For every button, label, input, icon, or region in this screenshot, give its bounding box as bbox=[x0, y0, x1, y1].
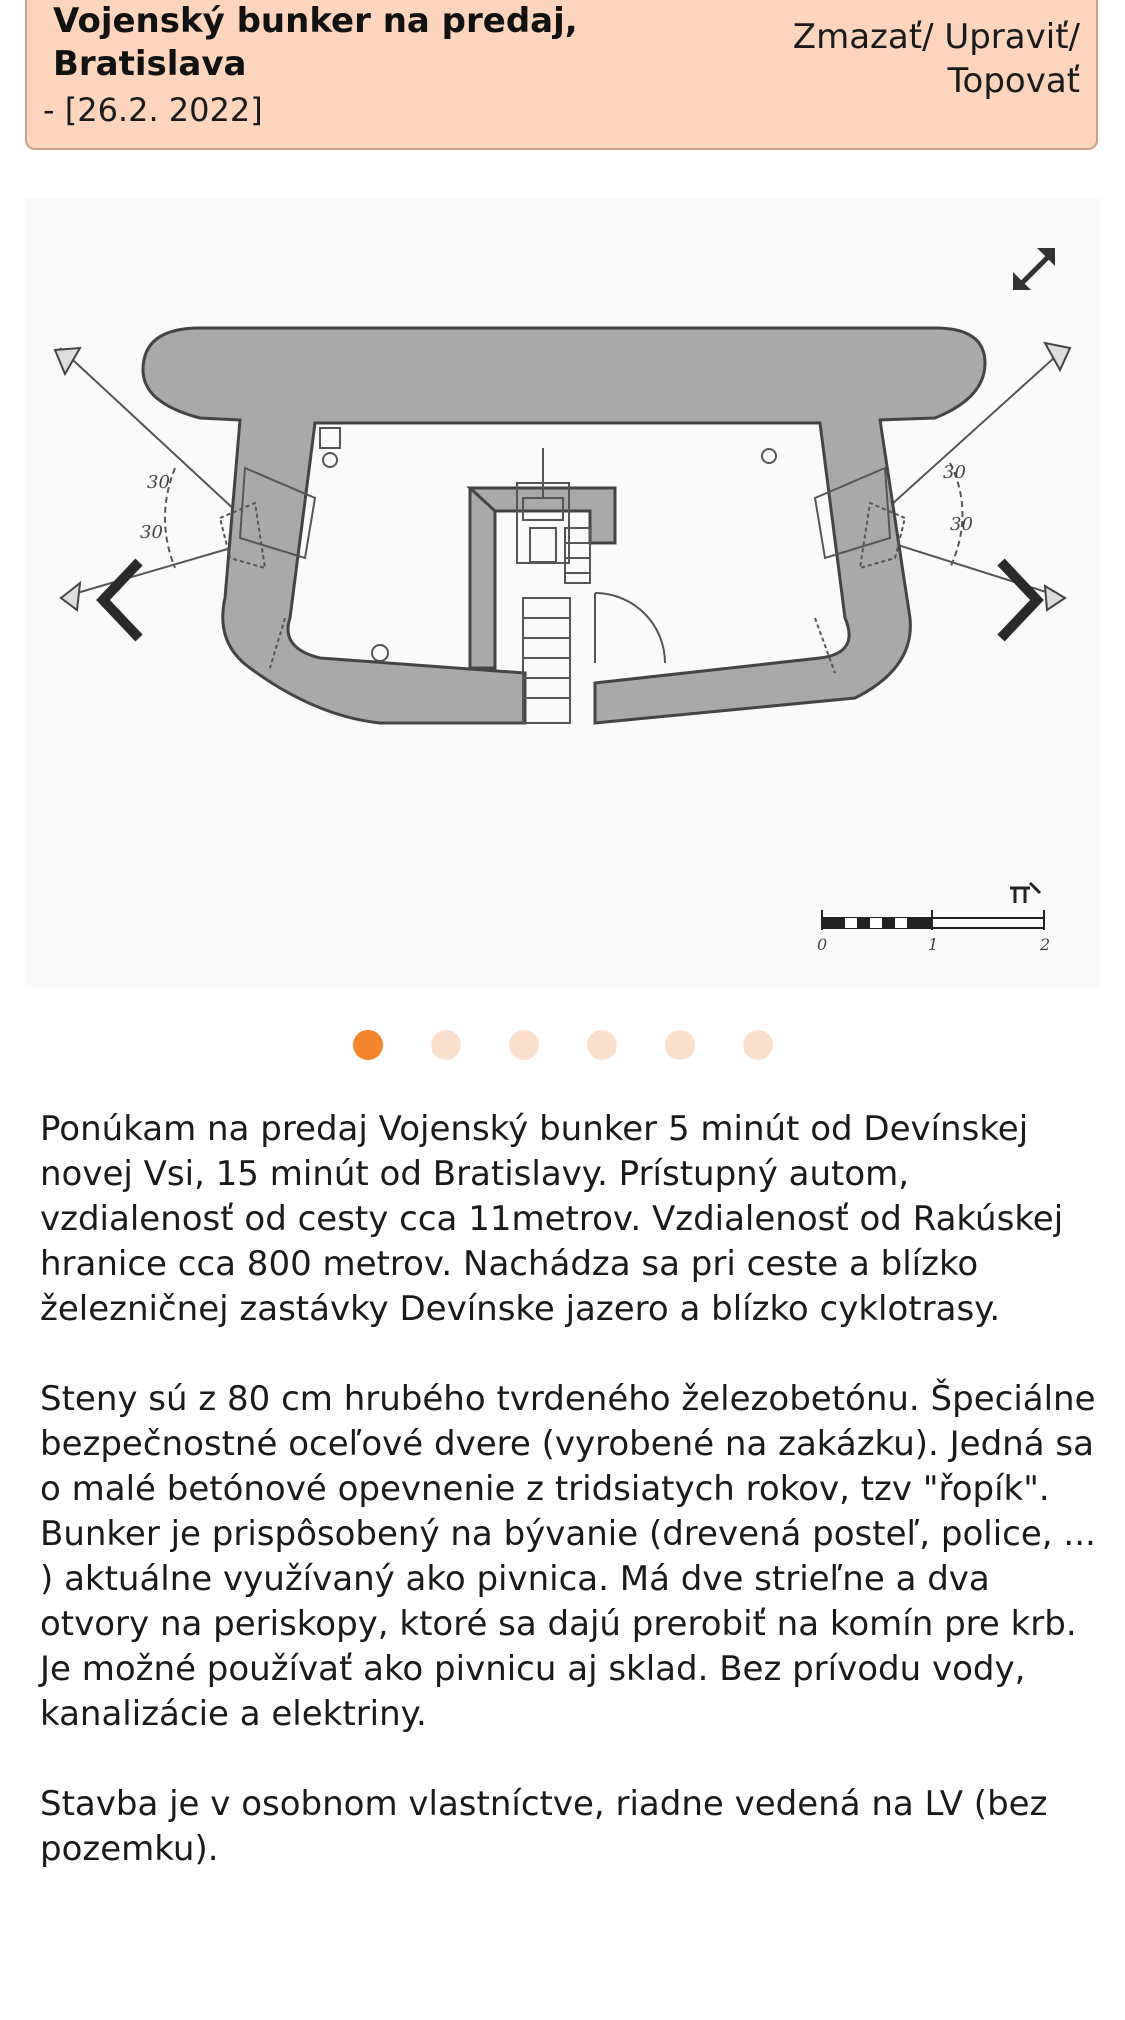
pagination-dot[interactable] bbox=[509, 1030, 539, 1060]
arrow-marker bbox=[61, 583, 80, 610]
scale-label: 1 bbox=[928, 935, 939, 954]
scale-bar bbox=[817, 883, 1050, 954]
scale-label: 2 bbox=[1040, 935, 1051, 954]
listing-title: Vojenský bunker na predaj, Bratislava bbox=[53, 1, 578, 84]
scale-label: 0 bbox=[817, 935, 828, 954]
angle-label: 30 bbox=[943, 462, 966, 483]
pagination-dot[interactable] bbox=[587, 1030, 617, 1060]
listing-description bbox=[40, 1107, 1100, 1872]
pagination-dot[interactable] bbox=[353, 1030, 383, 1060]
listing-actions bbox=[750, 15, 1080, 103]
arrow-marker bbox=[1045, 343, 1070, 370]
top-link[interactable]: Topovať bbox=[947, 61, 1080, 101]
delete-link[interactable]: Zmazať bbox=[792, 17, 923, 57]
bunker-walls bbox=[143, 328, 985, 723]
bunker-floor-plan-image bbox=[25, 198, 1100, 988]
arrow-marker bbox=[55, 348, 80, 374]
edit-link[interactable]: Upraviť bbox=[944, 17, 1069, 57]
angle-label: 30 bbox=[147, 472, 170, 493]
chevron-left-icon[interactable] bbox=[87, 550, 157, 650]
angle-label: 30 bbox=[950, 514, 973, 535]
image-gallery[interactable] bbox=[25, 198, 1100, 988]
action-separator: / bbox=[922, 17, 934, 57]
pagination-dot[interactable] bbox=[665, 1030, 695, 1060]
description-paragraph: Ponúkam na predaj Vojenský bunker 5 minút od Devínskej novej Vsi, 15 minút od Bratislavy. Prístupný autom, vzdialenosť od cesty cca 11metrov. Vzdialenosť od Rakúskej hranice cca 800 metrov. Nachádza sa pri ceste a blízko železničnej zastávky Devínske jazero a blízko cyklotrasy. bbox=[40, 1109, 1064, 1329]
chevron-right-icon[interactable] bbox=[983, 550, 1053, 650]
angle-label: 30 bbox=[140, 522, 163, 543]
listing-header-card bbox=[25, 0, 1098, 150]
expand-icon[interactable] bbox=[1005, 240, 1065, 300]
pagination-dot[interactable] bbox=[743, 1030, 773, 1060]
listing-date: - [26.2. 2022] bbox=[43, 91, 263, 129]
gallery-pagination bbox=[0, 1028, 1125, 1062]
action-separator: / bbox=[1068, 17, 1080, 57]
description-paragraph: Steny sú z 80 cm hrubého tvrdeného železobetónu. Špeciálne bezpečnostné oceľové dvere (vyrobené na zakázku). Jedná sa o malé betónové opevnenie z tridsiatych rokov, tzv "řopík". Bunker je prispôsobený na bývanie (drevená posteľ, police, ... ) aktuálne využívaný ako pivnica. Má dve strieľne a dva otvory na periskopy, ktoré sa dajú prerobiť na komín pre krb. Je možné používať ako pivnicu aj sklad. Bez prívodu vody, kanalizácie a elektriny. bbox=[40, 1379, 1096, 1734]
pagination-dot[interactable] bbox=[431, 1030, 461, 1060]
description-paragraph: Stavba je v osobnom vlastníctve, riadne vedená na LV (bez pozemku). bbox=[40, 1784, 1048, 1869]
